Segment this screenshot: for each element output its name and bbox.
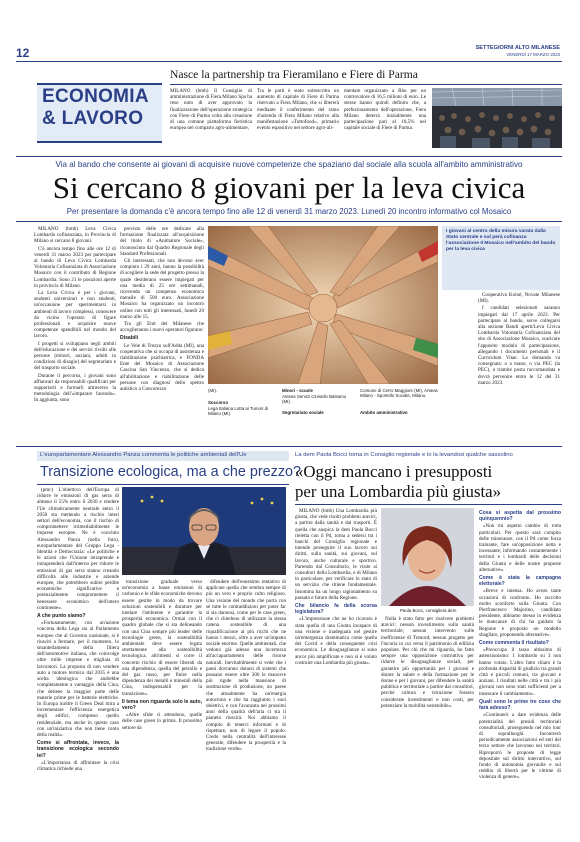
main-col1-p5: Durante il percorso, i giovani sono affiancati da responsabili qualificati per supportarli e formarli attraverso la metodologia dell'«imparare facendo». In aggiunta, sono [34, 372, 116, 404]
main-col2-p5: Le Vele di Trezzo sull'Adda (MI), una cooperativa che si occupa di assistenza e riabilitazione psichiatrica, e FONDA Ente del Mosaico di Associazione Cascina San Vincenzo, che si dedica all'abilitazione e riabilitazione delle persone con diagnosi dello spettro autistico a Concorezzo [120, 342, 204, 393]
bocci-col-3 [479, 508, 561, 832]
transizione-q3: Il tema non riguarda solo le auto, vero? [122, 698, 202, 712]
main-col2-p3: Tra gli Enti del Milanese che accoglieranno i nuovi operatori figurano: [120, 321, 204, 334]
transizione-col1-text: (pmc) L'obiettivo dell'Europa di ridurre le emissioni di gas serra di almeno il 55% entro il 2030 e rendere l'Ue climaticamente neutrale entro il 2050 sta mettendo a rischio interi settori dell'economia, con il rischio di compromettere irrimediabilmente le imprese europee. Ne è convinto Alessandro Panza (nella foto), europarlamentare del Gruppo Lega - Identità e Democrazia: «Le politiche e le azioni che l'Unione intraprende e intraprenderà dall'interno per ridurre le emissioni di gas serra stanno creando difficoltà alle industrie e aziende europee, che potrebbero subire perdite economiche significative e potenzialmente compromettere il benessere economico dell'intero continente». [37, 487, 119, 611]
header-rule [16, 61, 562, 62]
transizione-a1: «Fortunatamente, con un'azione concreta della Lega sia al Parlamento europeo che al Governo nazionale, si è riusciti a fermare, per il momento, lo smantellamento della filiera dell'automotive italiana, che coinvolge oltre mille imprese e migliaia di lavoratori. La proposta di non vendere auto a motore termico dal 2035 è una scelta ideologica che andrebbe completamente a vantaggio della Cina, che detiene la maggior parte delle materie prime per le batterie elettriche. In Europa inoltre il Green Deal mira a incrementare l'efficienza energetica degli edifici, compreso quello residenziale, ma anche in questo caso con un'iniziativa che non tiene conto della realtà». [37, 620, 119, 738]
bocci-c3-a1: «Non mi aspetto cambio di rotta particolari. Per questo sarà compito delle minoranze, con il Pd come forza trainante, fare un'opposizione netta e incessante, informando costantemente i territori e i lombardi delle decisioni della Giunta e delle nostre proposte alternative». [479, 523, 561, 573]
transizione-kicker: L'europarlamentare Alessandro Panza commenta le politiche ambientali dell'Ue [40, 452, 247, 458]
bocci-c3-a3: «Preoccupa il tasso altissimo di astensionismo: 1 lombardo su 3 non hanno votato. L'altro fatto chiaro è la profonda disparità di giudizio tra grandi città e piccoli comuni, tra giovani e anziani. I risultati nelle città e tra i più giovani non sono stati sufficienti per a innescare il cambiamento». [479, 647, 561, 697]
panza-portrait-image [122, 487, 286, 575]
main-subtitle: Per presentare la domanda c'è ancora tempo fino alle 12 di venerdì 31 marzo 2023. Lunedì 20 incontro informativo col Mosaico [66, 207, 512, 216]
bocci-c3-a4: «Continuerò a dare evidenza delle potenzialità dei presidi territoriali consultoriali, proseguendo nel mio tour di sopralluoghi. Incontrerò periodicamente associazioni ed enti del terzo settore che lavorano nei territori. Riproporrò le proposte di legge depositate sul diritto interruttivo, sul fondo di autonomia giovanile e sul reddito di libertà per le vittime di violenza di genere». [479, 712, 561, 781]
main-sub-rule [16, 221, 562, 222]
bocci-photo [381, 508, 474, 606]
bocci-title-line2: per una Lombardia più giusta» [295, 482, 501, 501]
main-colr-p1: Cooperativa Koiné, Novate Milanese (MI). [478, 292, 560, 305]
main-col-2 [120, 226, 204, 434]
main-col2-sub-disabili: Disabili [120, 335, 139, 342]
main-infobox [442, 226, 560, 290]
main-photo [208, 226, 438, 384]
main-col2-p1: previsto delle ore dedicate alla formazione finalizzata all'acquisizione del titolo di «Animatore Sociale», riconosciuto dal Quadro Regionale degli Standard Professionali. [120, 226, 204, 257]
bocci-col2-text: Nulla è stato fatto per risolvere problemi atavici: nessun investimento sulla sanità territoriale; nessun intervento sulle inefficienze di Trenord; nessun progetto per l'incuria in cui versa il patrimonio di edilizia popolare. Per chi che mi riguarda, ho fatto sempre una opposizione costruttiva per ridurre le disuguaglianze sociali, per garantire più opportunità per i giovani e dotare la salute e della formazione per le donne e per i giovani, per difendere la sanità pubblica e territoriale a partire dai consultori, perché cultura e istruzione fossero considerate investimenti e non costi, per potenziare la mobilità sostenibile». [381, 616, 474, 709]
bocci-c3-a2: «Breve e intensa. Ho avuto tante occasioni di confronto. Ho raccolto molto sconforto sulla Giunta. Con Pierfrancesco Majorino, candidato presidente, abbiamo messo in evidenza le mancanze di chi ha guidato la Regione e proposto un modello sbagliato, proponendo alternative». [479, 588, 561, 638]
transizione-col-3 [206, 579, 286, 832]
transizione-col2-text: transizione graduale verso un'economia a basse emissioni di carbonio e le sfide economiche devono essere gestite in modo da trovare soluzioni sostenibili e durature per tutelare l'ambiente e garantire la prosperità economica. Ormai con il quadro globale che si sta delineando con una Cina sempre più leader delle tecnologie green, la sostenibilità ambientale deve essere legata strettamente alla sostenibilità tecnologica, altrimenti si corre il concreto rischio di essere liberati da una dipendenza, quella del petrolio e del gas russo, per finire nella dipendenza dei metalli e minerali della Cina, indispensabili per la transizione». [122, 579, 202, 697]
bocci-col1-text: MILANO (bmh) Una Lombardia più giusta, che vede risolti problemi atavici, a partire dalla sanità e dai trasporti. È quella che auspica la dem Paola Bocci rieletta con il Pd, torna a sedersi tra i banchi del Consiglio regionale e intende proseguire il suo lavoro sui diritti, sulla sanità, sui giovani, sul lavoro, anche culturale e sportivo. Partendo dal Consultorio, le visite ai consultori della Lombardia, e di Milano in particolare, per verificare lo stato di un servizio che ritiene fondamentale. Insomma ha un lungo ragionamento su passato e futuro della Regione. [295, 508, 377, 601]
fiera-rule [170, 84, 562, 85]
bocci-a1: «L'impressione che ne ho ricavato è stata quella di una Giunta incapace di una visione e inadeguata nel gestire un'emergenza drammatica come quella del Covid e della conseguente crisi economica. Le disuguaglianze si sono ancor più amplificate e non si è voluto costruire una Lombardia più giusta». [295, 616, 377, 666]
caption-mi: (MI). [208, 388, 218, 393]
bocci-q1: Che bilancio fa della scorsa legislatura? [295, 603, 377, 616]
main-col-1 [34, 226, 116, 434]
transizione-a3: «Altre sfide ci attendono, quelle delle case green in primis. Il prossimo settore da [122, 712, 202, 731]
main-col1-p3: La Leva Civica è per i giovani, studenti universitari e non studenti, un'occasione per sperimentarsi in ambienti di lavoro complessi, conoscere da vicino l'operato di figure professionali e acquisire nuove competenze spendibili nel mondo del lavoro. [34, 290, 116, 340]
transizione-col-1 [37, 487, 119, 832]
caption-segretariato-head: Segretariato sociale [282, 410, 324, 415]
main-top-rule [16, 156, 562, 157]
transizione-q2: Come si affrontata, invece, la transizione ecologica secondo lei? [37, 740, 119, 759]
bocci-title-line1: «Oggi mancano i presupposti [295, 462, 493, 481]
transizione-col3-text: difendere dell'ennesimo tentativo di applicare quella che sembra sempre di più un vero e proprio culto religioso. Una visione del mondo che porta con sé tutte le contraddizioni per poter far sì sia dannosi, come per le case green, che ci chiedono di utilizzare la stessa catena sostenibile di una riqualificazione ai più ricchi che ne hanno i mezzi, oltre a aver un'impatto sociale enorme. Quelle ambientali, che vedono già adesso una incertezza all'accaparramento delle risorse naturali. Inevitabilmente si vede che i paesi dovranno dotarsi di sistemi che possano essere oltre 300 le manovre più rigide nella mansione di sostituzione di produzione, un paese che attualmente ha un'energia autoctona e che ha raggiunto i suoi obiettivi, e con l'avanzata nei prossimi anni della qualità dell'aria ci sta il pianeta riuscirà. Noi abbiamo il compito di tenerci informati e di rispettare, non di legare il popolo. Credo nella centralità dell'interesse generale, difendere la prosperità e la tradizione verde». [206, 579, 286, 753]
transizione-col-2 [122, 579, 202, 832]
caption-soccorso-head: Soccorso [208, 400, 229, 405]
main-kicker: Via al bando che consente ai giovani di acquisire nuove competenze che spaziano dal sociale alla scuola all'ambito amministrativo [55, 160, 523, 169]
transizione-a2: «L'importanza di affrontare la crisi climatica richiede una [37, 759, 119, 772]
caption-comune: Comune di Cerro Maggiore (MI), Anteas Milano - Sportello Sociale, Milano. [360, 388, 438, 399]
main-col1-p2: C'è ancora tempo fino alle ore 12 di venerdì 31 marzo 2023 per partecipare al bando di Leva Civica Lombarda Volontaria Cofinanziata di Associazione Mosaico con il contributo di Regione Lombardia. Sono 21 le posizioni aperte in provincia di Milano. [34, 245, 116, 289]
main-title: Si cercano 8 giovani per la leva civica [52, 170, 526, 205]
transizione-photo [122, 487, 286, 575]
main-infobox-text: I giovani al centro della misura varata dalla Stato centrale e sul perà cofinanza l'associazione Il Mosaico nell'ambito del bando per la leva civica [446, 229, 556, 252]
transizione-rule [37, 484, 289, 485]
main-col-right [478, 292, 560, 442]
bocci-c3-q1: Cosa si aspetta dal prossimo quinquennio? [479, 510, 561, 523]
section-title-line2: & LAVORO [42, 108, 144, 129]
bocci-col-2 [381, 616, 474, 832]
fiera-col-3: mentare organizzato a Rho per un controvalore di 16,5 milioni di euro. Le stesse hanno quindi definito che, a perfezionamento dell'operazione, Fiera Milano deterrà inizialmente una partecipazione pari al 18,5% nel capitale sociale di Fiere di Parma. [344, 88, 426, 132]
bocci-c3-q3: Come commenta il risultato? [479, 640, 549, 647]
fiera-col-1: MILANO (bmh) Il Consiglio di amministrazione di Fiera Milano Spa ha reso noto di aver approvato la finalizzazione dell'operazione strategica con Fiere di Parma volta alla creazione di una comune piattaforma fieristica europea nel comparto agro-alimentare, [170, 88, 252, 132]
lower-top-rule [16, 446, 562, 447]
bocci-rule [295, 504, 562, 505]
bocci-col-1 [295, 508, 377, 832]
transizione-title: Transizione ecologica, ma a che prezzo? [40, 464, 302, 480]
transizione-q1: A che punto siamo? [37, 613, 86, 620]
main-col1-p4: I progetti si sviluppano negli ambiti dell'educazione e dei servizi rivolti alle persone (minori, anziani, adulti in condizioni di disagio) del segretariato e del trasporto sociale. [34, 340, 116, 372]
hands-together-image [208, 226, 438, 384]
fiera-title: Nasce la partnership tra Fieramilano e Fiere di Parma [170, 68, 418, 81]
bocci-portrait-image [381, 508, 474, 606]
fiera-col-2: Tra le parti è stato sottoscritto un aumento di capitale di Fiere di Parma riservato a Fiera Milano, che si libererà mediante il conferimento del ramo d'azienda di Fiera Milano relativo alla manifestazione «Tuttofood», primario evento espositivo nel settore agro-ali- [257, 88, 339, 132]
date-line: VENERDÌ 17 MARZO 2023 [506, 52, 560, 57]
fiera-photo [432, 88, 562, 148]
bocci-photo-caption: Paola Bocci, consigliera dem [400, 608, 457, 613]
bocci-kicker: La dem Paola Bocci torna in Consiglio regionale e lo la levandosi qualche sassolino [295, 452, 513, 458]
paper-name: SETTEGIORNI ALTO MILANESE [475, 45, 560, 51]
caption-minori-head: Minori - scuole [282, 388, 313, 393]
section-title-line1: ECONOMIA [42, 86, 149, 107]
main-col2-p2: Gli interessati, che non devono aver compiuto i 29 anni, hanno la possibilità di scegliere la sede del progetto presso la quale desiderano essere impiegati per una media di 25 ore settimanali, ricevendo un compenso economico mensile di 500 euro. Associazione Mosaico ha organizzato un incontro online con tutti gli interessati, lunedì 20 marzo alle 15. [120, 258, 204, 320]
main-colr-p2: I candidati selezionati saranno impiegati dal 17 aprile 2023. Per partecipare al bando, serve collegarsi alla sezione Bandi aperti/Leva Civica Lombarda Volontaria Cofinanziata del sito di Associazione Mosaico, scaricare l'apposito modulo di partecipazione, allegando i documenti personali e il Curriculum Vitae. La domanda va consegnata: o a mano, o via PEC (la PEC), o tramite posta raccomandata e dovrà pervenire entro le 12 del 31 marzo 2023. [478, 305, 560, 386]
bocci-c3-q4: Quali sono le prime tre cose che farà adesso? [479, 698, 561, 712]
bocci-c3-q2: Come è stata la campagna elettorale? [479, 575, 561, 588]
caption-ambito-head: Ambito amministrativo [360, 410, 408, 415]
main-col1-p1: MILANO (bmh) Leva Civica Lombarda cofinanziata, in Provincia di Milano si cercano 8 giovani. [34, 226, 116, 245]
caption-soccorso-body: Lega Italiana Lotta ai Tumori di Milano (MI). [208, 406, 269, 417]
caption-minori-body: Anteas Servizi Cinisello Balsamo (MI). [282, 394, 347, 405]
page-number: 12 [16, 46, 30, 60]
fiera-crowd-image [432, 88, 562, 148]
